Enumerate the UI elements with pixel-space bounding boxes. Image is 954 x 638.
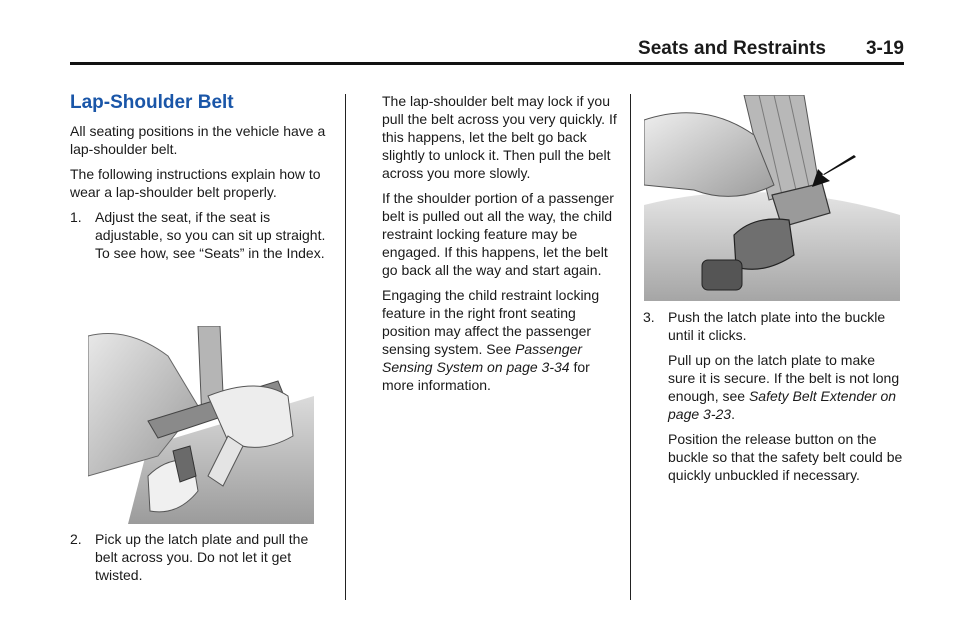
release-button-paragraph: Position the release button on the buckle so that the safety belt could be quickly unbuckled if necessary. — [668, 431, 903, 483]
column-2 — [382, 92, 620, 401]
sensing-paragraph: Engaging the child restraint locking feature in the right front seating position may affect the passenger sensing system. See Passenger Sensing System on page 3-34 for more information. — [382, 287, 600, 393]
step-2 — [70, 530, 332, 584]
intro-paragraph: All seating positions in the vehicle have a lap-shoulder belt. — [70, 123, 326, 157]
header-rule — [70, 62, 904, 65]
step-2-number: 2. — [70, 531, 82, 547]
step-3 — [643, 308, 905, 344]
step-3-number: 3. — [643, 309, 655, 325]
step-3-text: Push the latch plate into the buckle until it clicks. — [668, 309, 886, 343]
column-1-lower — [70, 530, 332, 591]
belt-extender-reference[interactable]: Safety Belt Extender on page 3-23 — [668, 388, 897, 422]
column-3 — [643, 308, 905, 491]
column-divider-1 — [345, 94, 346, 600]
illustration-buckle — [644, 95, 900, 301]
step-1-text: Adjust the seat, if the seat is adjustable, so you can sit up straight. To see how, see “Seats” in the Index. — [95, 209, 326, 261]
secure-paragraph: Pull up on the latch plate to make sure it is secure. If the belt is not long enough, see Safety Belt Extender on page 3-23. — [668, 352, 900, 422]
column-divider-2 — [630, 94, 631, 600]
step-1-number: 1. — [70, 209, 82, 225]
passenger-sensing-reference[interactable]: Passenger Sensing System on page 3-34 — [382, 341, 582, 375]
step-1 — [70, 208, 332, 262]
page-number: 3-19 — [865, 38, 904, 59]
section-heading: Lap-Shoulder Belt — [70, 92, 234, 113]
instructions-intro: The following instructions explain how to wear a lap-shoulder belt properly. — [70, 166, 321, 200]
lock-paragraph: The lap-shoulder belt may lock if you pull the belt across you very quickly. If this happens, let the belt go back slightly to unlock it. Then pull the belt across you more slowly. — [382, 93, 617, 181]
step-2-text: Pick up the latch plate and pull the belt across you. Do not let it get twisted. — [95, 531, 309, 583]
child-restraint-paragraph: If the shoulder portion of a passenger belt is pulled out all the way, the child restraint locking feature may be engaged. If this happens, let the belt go back all the way and start again. — [382, 190, 614, 278]
illustration-pull-belt — [88, 326, 314, 524]
section-title: Seats and Restraints — [638, 38, 826, 59]
column-1 — [70, 92, 332, 269]
